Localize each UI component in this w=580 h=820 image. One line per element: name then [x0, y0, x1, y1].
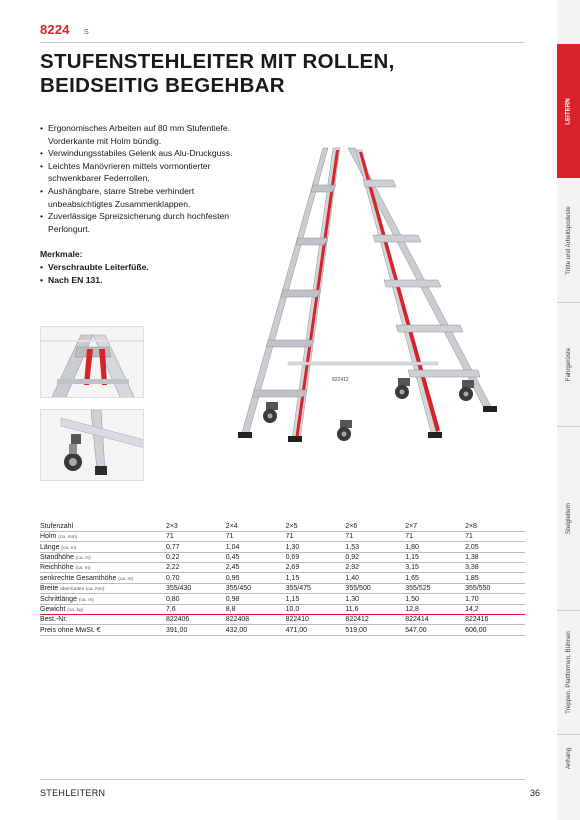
unit-text: oben/unten (ca. mm) — [60, 587, 105, 593]
spec-table — [40, 521, 525, 636]
page-number: 36 — [529, 788, 540, 798]
cell: 1,70 — [465, 594, 525, 604]
cell: 2×4 — [226, 521, 286, 531]
cell: 1,40 — [345, 573, 405, 583]
table-row — [40, 531, 525, 541]
cell: 355/500 — [345, 583, 405, 593]
cell: 1,04 — [226, 542, 286, 552]
cell: 1,15 — [286, 573, 346, 583]
cell: 471,00 — [286, 625, 346, 635]
feature-item-cont: unbeabsichtigtes Zusammenklappen. — [48, 198, 191, 209]
cell: 1,38 — [465, 552, 525, 562]
cell: 2×3 — [166, 521, 226, 531]
cell: 1,85 — [465, 573, 525, 583]
feature-item-cont: schwenkbarer Federrollen. — [48, 173, 150, 184]
cell: 0,80 — [166, 594, 226, 604]
cell: 1,50 — [405, 594, 465, 604]
sidebar-tab-anhang[interactable] — [557, 734, 580, 782]
cell: 7,6 — [166, 604, 226, 614]
table-row — [40, 573, 525, 583]
row-label — [40, 563, 166, 573]
table-row — [40, 583, 525, 593]
cell: 355/525 — [405, 583, 465, 593]
cell: 2×7 — [405, 521, 465, 531]
row-label — [40, 604, 166, 614]
sidebar-tab-label: Steigleitern — [565, 502, 572, 534]
product-image-ladder — [228, 140, 528, 450]
cell: 355/450 — [226, 583, 286, 593]
cell: 2,05 — [465, 542, 525, 552]
sidebar-tab-treppen[interactable] — [557, 610, 580, 734]
sidebar-tab-label: Tritte und Arbeitspodeste — [565, 205, 572, 275]
label-text: Holm — [40, 533, 57, 541]
table-row — [40, 625, 525, 635]
label-text: Standhöhe — [40, 554, 74, 562]
cell: 2,69 — [286, 563, 346, 573]
cell: 822412 — [345, 615, 405, 625]
cell: 2×6 — [345, 521, 405, 531]
table-row — [40, 594, 525, 604]
header — [40, 22, 89, 40]
row-label — [40, 573, 166, 583]
cell: 0,95 — [226, 573, 286, 583]
cell: 822408 — [226, 615, 286, 625]
table-row — [40, 552, 525, 562]
cell: 71 — [465, 531, 525, 541]
cell: 71 — [405, 531, 465, 541]
unit-text: (ca. mm) — [58, 535, 78, 541]
label-text: senkrechte Gesamthöhe — [40, 574, 117, 582]
unit-text: (ca. m) — [118, 576, 134, 582]
unit-text: (ca. m) — [61, 545, 77, 551]
cell: 432,00 — [226, 625, 286, 635]
cell: 391,00 — [166, 625, 226, 635]
merkmale-list — [40, 261, 149, 286]
cell: 0,92 — [345, 552, 405, 562]
product-suffix: S — [83, 27, 89, 36]
section-sidebar — [557, 0, 580, 820]
cell: 822416 — [465, 615, 525, 625]
cell: 11,6 — [345, 604, 405, 614]
cell: 822410 — [286, 615, 346, 625]
cell: 1,53 — [345, 542, 405, 552]
cell: 822414 — [405, 615, 465, 625]
cell: 1,15 — [405, 552, 465, 562]
image-label: 822412 — [332, 377, 349, 383]
cell: 355/475 — [286, 583, 346, 593]
feature-item: • Ergonomisches Arbeiten auf 80 mm Stufentiefe. — [40, 122, 280, 135]
detail-image-hinge — [40, 326, 144, 398]
sidebar-tab-label: LEITERN — [565, 97, 573, 125]
title-line-1: STUFENSTEHLEITER MIT ROLLEN, — [40, 50, 395, 73]
cell: 606,00 — [465, 625, 525, 635]
table-row — [40, 542, 525, 552]
sidebar-tab-leitern[interactable] — [557, 44, 580, 178]
merkmale-heading: Merkmale: — [40, 249, 83, 259]
feature-item-cont: Perlongurt. — [48, 223, 91, 234]
sidebar-tab-label: Fahrgerüste — [565, 347, 572, 381]
table-row — [40, 563, 525, 573]
cell: 3,15 — [405, 563, 465, 573]
title-line-2: BEIDSEITIG BEGEHBAR — [40, 74, 285, 97]
unit-text: (ca. kg) — [67, 608, 84, 614]
sidebar-tab-tritte[interactable] — [557, 178, 580, 302]
cell: 3,38 — [465, 563, 525, 573]
unit-text: (ca. m) — [75, 556, 91, 562]
cell: 547,00 — [405, 625, 465, 635]
sidebar-tab-steigleitern[interactable] — [557, 426, 580, 610]
sidebar-tab-label: Treppen, Plattformen, Bühnen — [565, 630, 573, 714]
row-label: Best.-Nr. — [40, 615, 166, 625]
cell: 519,00 — [345, 625, 405, 635]
row-label — [40, 583, 166, 593]
cell: 1,65 — [405, 573, 465, 583]
cell: 0,22 — [166, 552, 226, 562]
cell: 0,98 — [226, 594, 286, 604]
cell: 71 — [345, 531, 405, 541]
cell: 2×8 — [465, 521, 525, 531]
table-row — [40, 604, 525, 614]
cell: 1,30 — [286, 542, 346, 552]
cell: 14,2 — [465, 604, 525, 614]
footer-section: STEHLEITERN — [40, 788, 106, 798]
feature-item: • Leichtes Manövrieren mittels vormontierter — [40, 160, 280, 173]
feature-item: • Zuverlässige Spreizsicherung durch hochfesten — [40, 210, 280, 223]
merkmal-item: • Nach EN 131. — [40, 274, 149, 287]
unit-text: (ca. m) — [78, 597, 94, 603]
cell: 2,22 — [166, 563, 226, 573]
cell: 355/550 — [465, 583, 525, 593]
label-text: Reichhöhe — [40, 564, 74, 572]
cell: 10,0 — [286, 604, 346, 614]
cell: 71 — [226, 531, 286, 541]
cell: 2×5 — [286, 521, 346, 531]
label-text: Schrittlänge — [40, 595, 77, 603]
cell: 1,30 — [345, 594, 405, 604]
sidebar-tab-label: Anhang — [565, 747, 572, 769]
cell: 2,92 — [345, 563, 405, 573]
cell: 0,69 — [286, 552, 346, 562]
cell: 71 — [166, 531, 226, 541]
sidebar-tab-fahrgerueste[interactable] — [557, 302, 580, 426]
feature-item: • Verwindungsstabiles Gelenk aus Alu-Druckguss. — [40, 147, 280, 160]
cell: 355/430 — [166, 583, 226, 593]
cell: 12,8 — [405, 604, 465, 614]
table-row — [40, 615, 525, 625]
footer-divider — [40, 779, 525, 780]
cell: 1,80 — [405, 542, 465, 552]
unit-text: (ca. m) — [75, 566, 91, 572]
cell: 0,70 — [166, 573, 226, 583]
header-divider — [40, 42, 525, 43]
row-label — [40, 531, 166, 541]
page-title — [40, 50, 510, 98]
feature-item: • Aushängbare, starre Strebe verhindert — [40, 185, 280, 198]
row-label — [40, 552, 166, 562]
table-header-row — [40, 521, 525, 531]
cell: 0,77 — [166, 542, 226, 552]
detail-image-caster — [40, 409, 144, 481]
merkmal-item: • Verschraubte Leiterfüße. — [40, 261, 149, 274]
row-label — [40, 594, 166, 604]
cell: 0,45 — [226, 552, 286, 562]
cell: 71 — [286, 531, 346, 541]
cell: 2,45 — [226, 563, 286, 573]
cell: 1,15 — [286, 594, 346, 604]
cell: 8,8 — [226, 604, 286, 614]
row-label: Preis ohne MwSt. € — [40, 625, 166, 635]
label-text: Gewicht — [40, 606, 66, 614]
row-label: Stufenzahl — [40, 521, 166, 531]
row-label — [40, 542, 166, 552]
cell: 822406 — [166, 615, 226, 625]
label-text: Breite — [40, 585, 59, 593]
label-text: Länge — [40, 543, 60, 551]
product-number: 8224 — [40, 22, 70, 37]
feature-item-cont: Vorderkante mit Holm bündig. — [48, 135, 162, 146]
